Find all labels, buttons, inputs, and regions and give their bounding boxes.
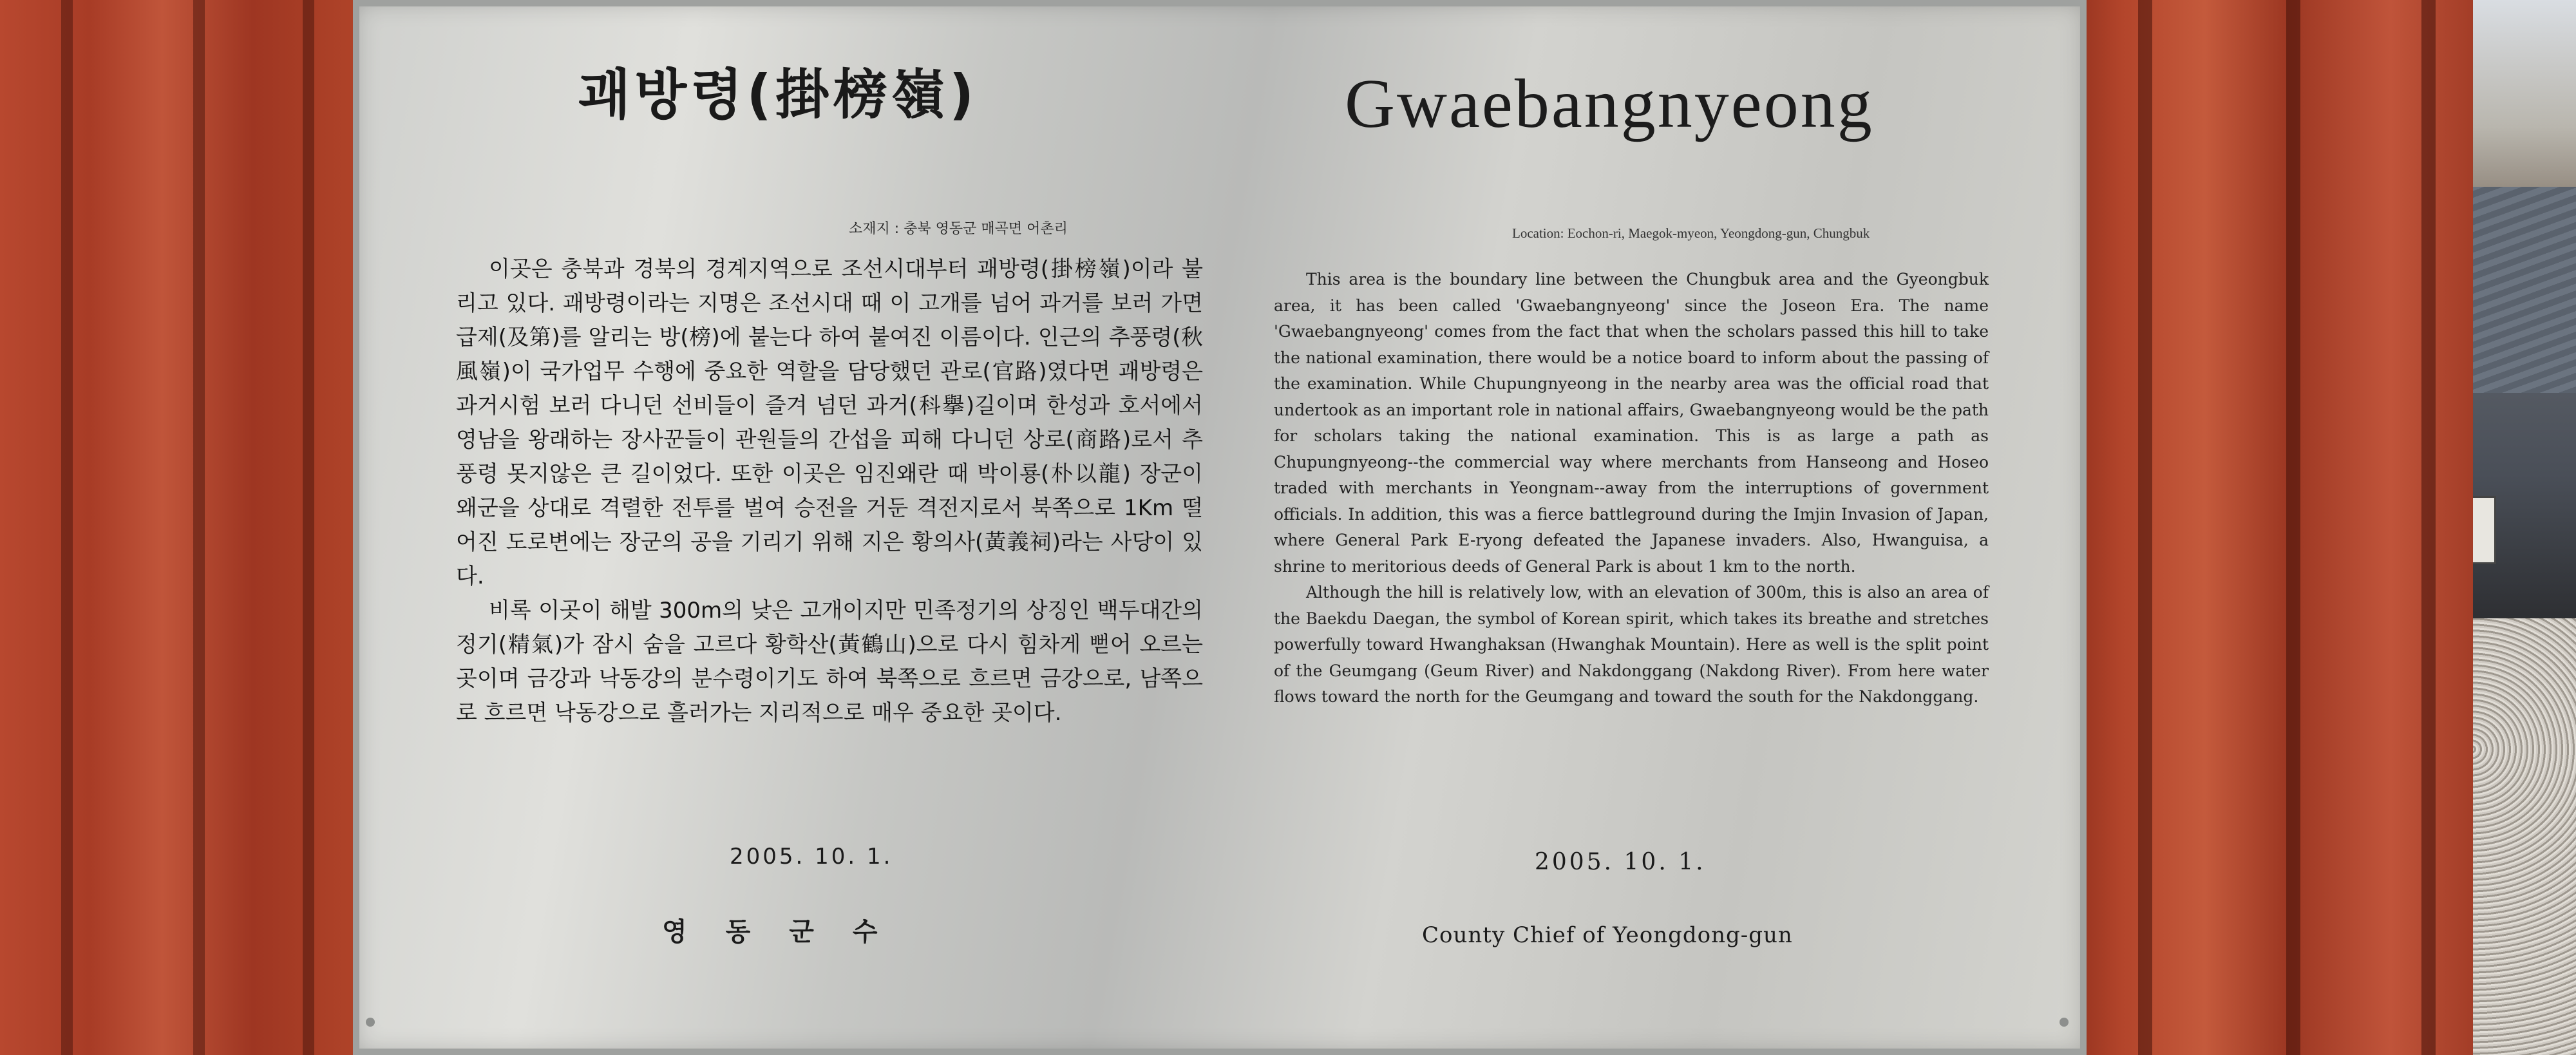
frame-groove: [2421, 0, 2436, 1055]
frame-groove: [2138, 0, 2152, 1055]
red-wooden-frame-right: [2061, 0, 2473, 1055]
english-paragraph: Although the hill is relatively low, with an elevation of 300m, this is also an area of the Baekdu Daegan, the symbol of Korean spirit, which takes its breathe and stretches powerfully toward Hwanghaksan (Hwanghak Mountain). Here as well is the split point of the Geumgang (Geum River) and Nakdonggang (Nakdong River). From here water flows toward the north for the Geumgang and toward the south for the Nakdonggang.: [1274, 583, 1989, 706]
frame-groove: [61, 0, 73, 1055]
korean-body: [456, 252, 1203, 730]
plaque-content: [372, 0, 2066, 1031]
english-paragraph: This area is the boundary line between the Chungbuk area and the Gyeongbuk area, it has been called 'Gwaebangnyeong' since the Joseon Era. The name 'Gwaebangnyeong' comes from the fact that when the scholars passed this hill to take the national examination, there would be a notice board to inform about the passing of the examination. While Chupungnyeong in the nearby area was the official road that undertook as an important role in national affairs, Gwaebangnyeong would be the path for scholars taking the national examination. This is as large a path as Chupungnyeong--the commercial way where merchants from Hanseong and Hoseo traded with merchants in Yeongnam--away from the interruptions of government officials. In addition, this was a fierce battleground during the Imjin Invasion of Japan, where General Park E-ryong defeated the Japanese invaders. Also, Hwanguisa, a shrine to meritorious deeds of General Park is about 1 km to the north.: [1274, 270, 1989, 576]
red-wooden-frame-left: [0, 0, 361, 1055]
korean-paragraph: 비록 이곳이 해발 300m의 낮은 고개이지만 민족정기의 상징인 백두대간의 정기(精氣)가 잠시 숨을 고르다 황학산(黃鶴山)으로 다시 힘차게 뻗어 오르는 곳이며 금강과 낙동강의 분수령이기도 하여 북쪽으로 흐르면 금강으로, 남쪽으로 흐르면 낙동강으로 흘러가는 지리적으로 매우 중요한 곳이다.: [456, 598, 1203, 726]
english-title: Gwaebangnyeong: [1345, 66, 1874, 142]
korean-paragraph: 이곳은 충북과 경북의 경계지역으로 조선시대부터 괘방령(掛榜嶺)이라 불리고 있다. 괘방령이라는 지명은 조선시대 때 이 고개를 넘어 과거를 보러 가면 급제(及第)를 알리는 방(榜)에 붙는다 하여 붙여진 이름이다. 인근의 추풍령(秋風嶺)이 국가업무 수행에 중요한 역할을 담당했던 관로(官路)였다면 괘방령은 과거시험 보러 다니던 선비들이 즐겨 넘던 과거(科擧)길이며 한성과 호서에서 영남을 왕래하는 장사꾼들이 관원들의 간섭을 피해 다니던 상로(商路)로서 추풍령 못지않은 큰 길이었다. 또한 이곳은 임진왜란 때 박이룡(朴以龍) 장군이 왜군을 상대로 격렬한 전투를 벌여 승전을 거둔 격전지로서 북쪽으로 1Km 떨어진 도로변에는 장군의 공을 기리기 위해 지은 황의사(黃義祠)라는 사당이 있다.: [456, 256, 1203, 589]
english-date: 2005. 10. 1.: [1535, 849, 1706, 875]
english-body: [1274, 267, 1989, 710]
korean-location: 소재지 : 충북 영동군 매곡면 어촌리: [849, 221, 1068, 237]
english-location: Location: Eochon-ri, Maegok-myeon, Yeongdong-gun, Chungbuk: [1512, 225, 1870, 241]
frame-groove: [193, 0, 205, 1055]
metal-plaque: [353, 0, 2087, 1055]
frame-groove: [303, 0, 314, 1055]
korean-signature: 영동군수: [662, 917, 916, 947]
frame-groove: [2286, 0, 2300, 1055]
korean-date: 2005. 10. 1.: [730, 844, 893, 870]
korean-title: 괘방령(掛榜嶺): [578, 63, 978, 126]
english-signature: County Chief of Yeongdong-gun: [1422, 922, 1793, 948]
